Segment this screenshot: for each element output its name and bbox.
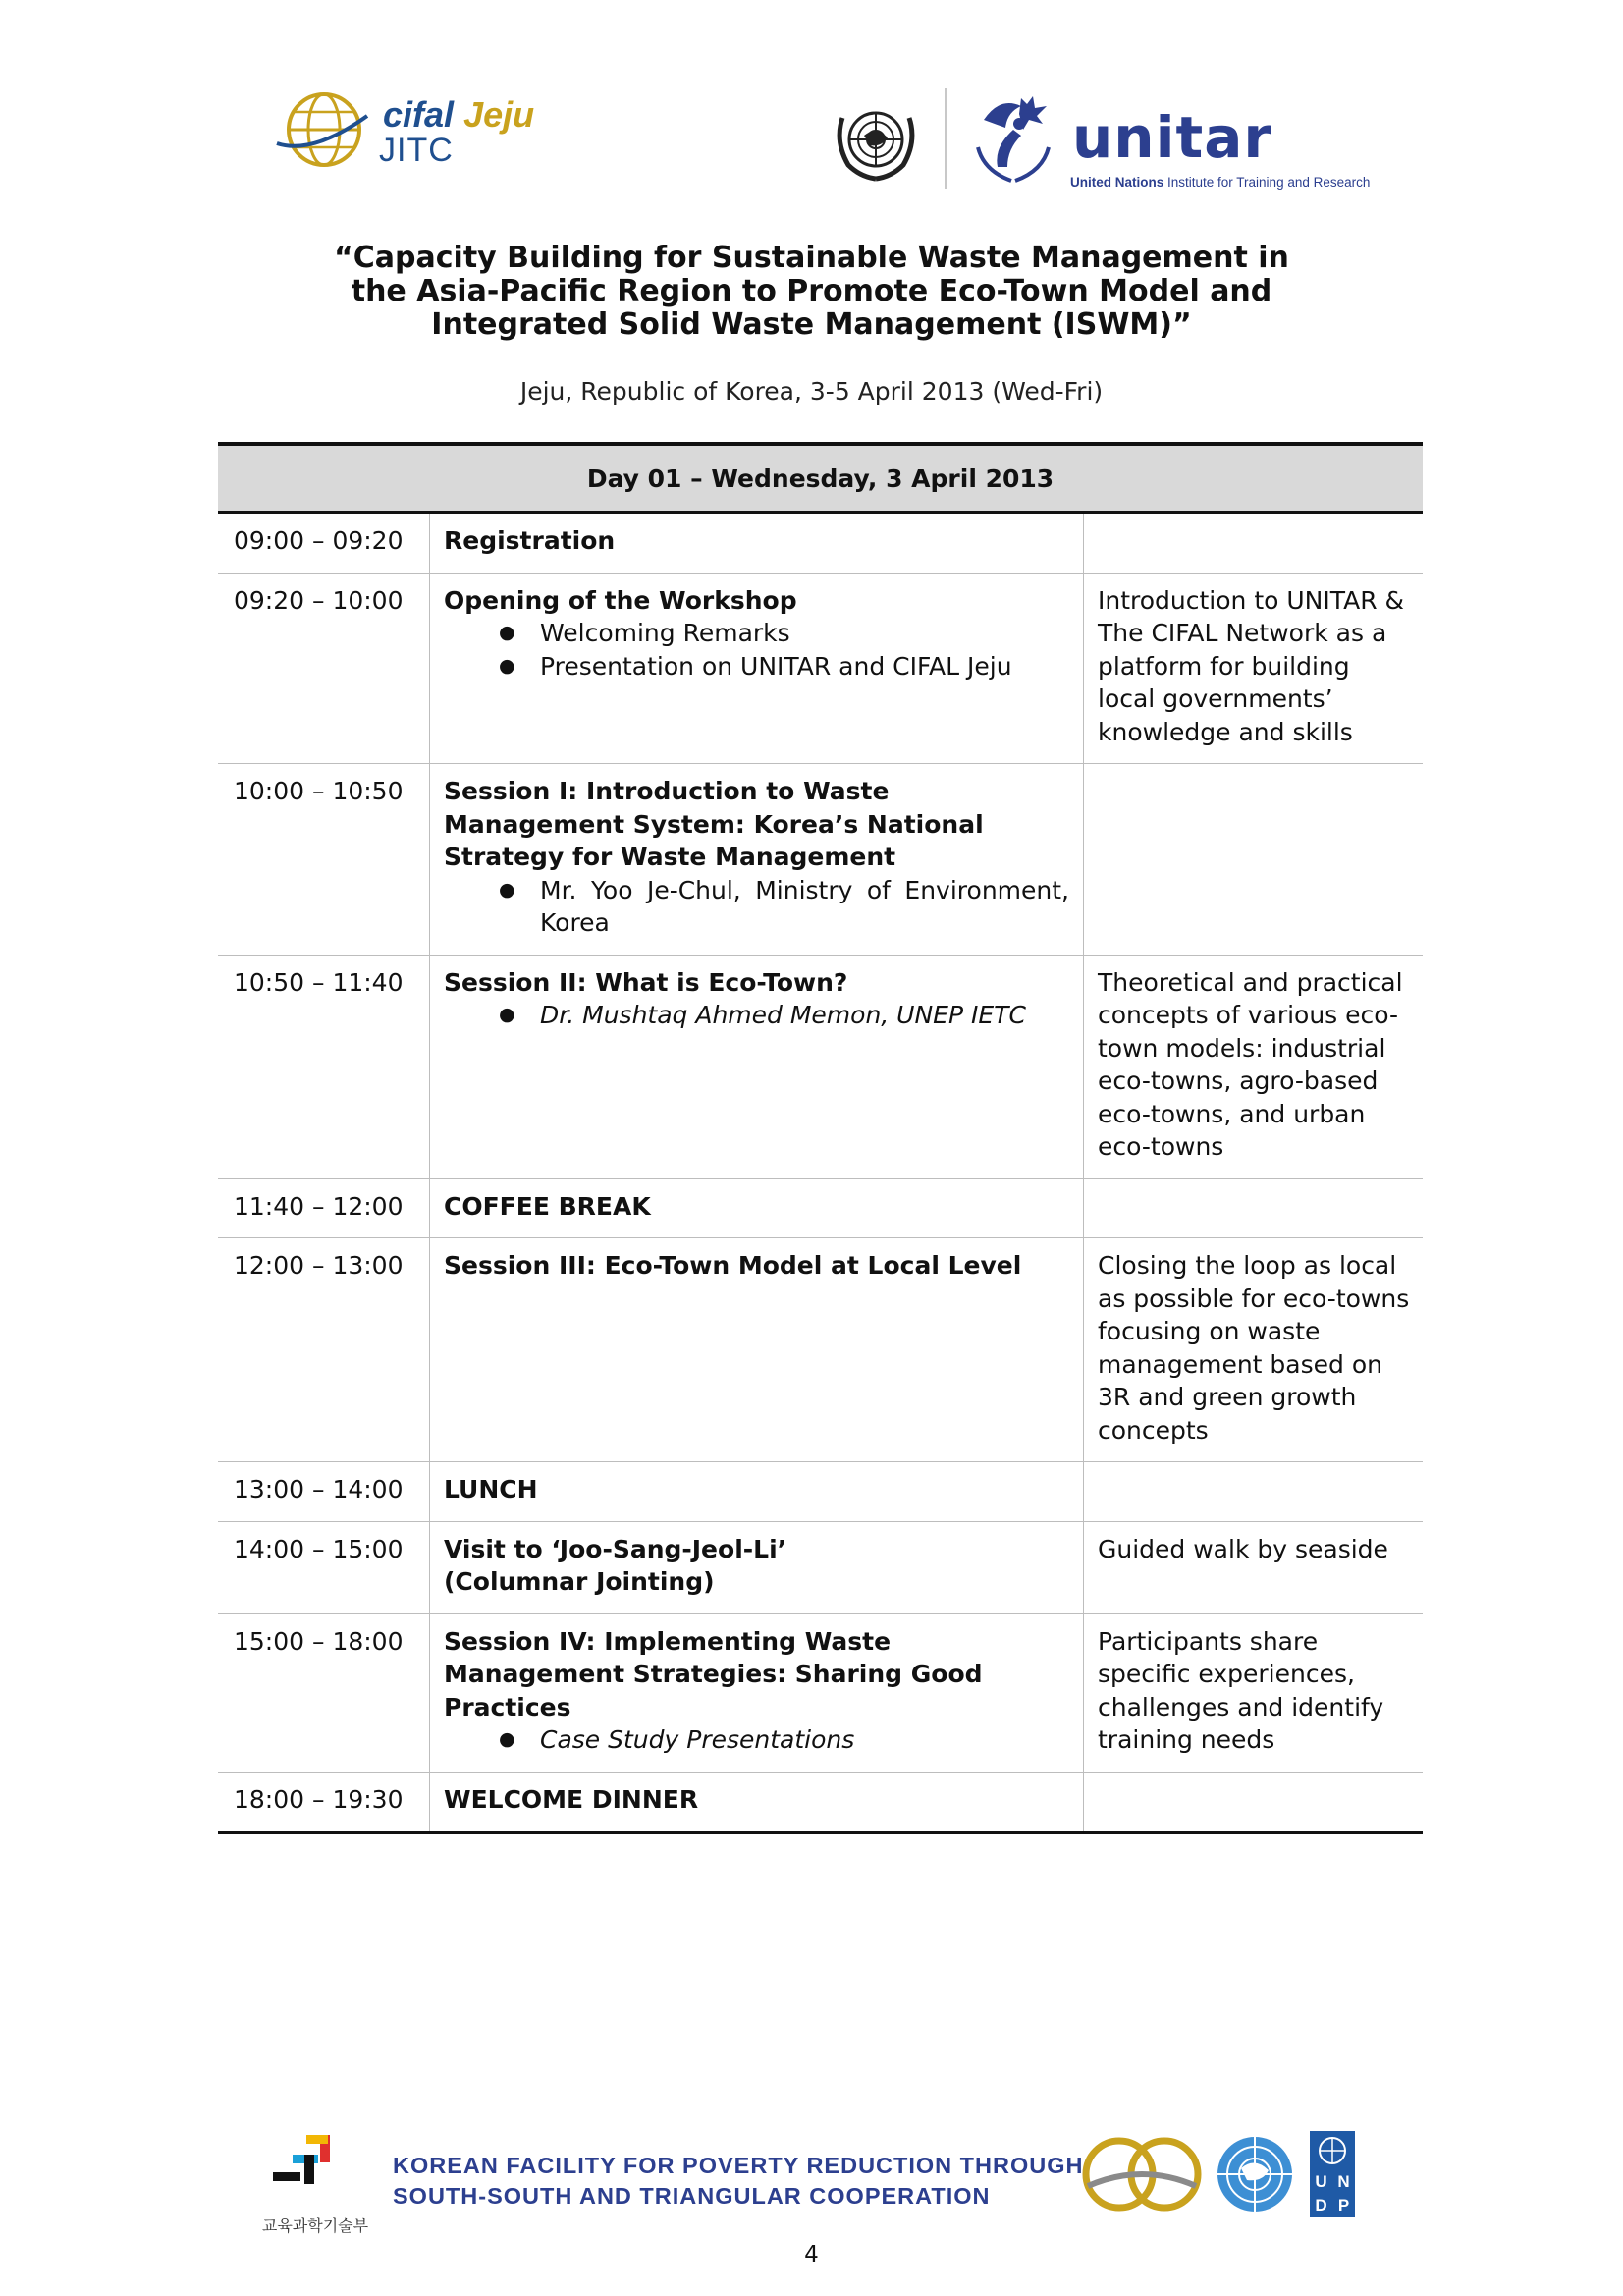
session-title: COFFEE BREAK bbox=[444, 1191, 651, 1221]
time-cell: 09:20 – 10:00 bbox=[218, 574, 430, 764]
unitar-figure-icon bbox=[964, 90, 1062, 189]
page-number: 4 bbox=[804, 2242, 819, 2268]
time-cell: 13:00 – 14:00 bbox=[218, 1462, 430, 1521]
session-title: Session IV: Implementing Waste Management Strategies: Sharing Good Practices bbox=[444, 1626, 983, 1722]
ministry-name: 교육과학기술부 bbox=[261, 2216, 369, 2235]
session-cell bbox=[430, 764, 1084, 955]
session-title: (Columnar Jointing) bbox=[444, 1567, 715, 1596]
note-cell bbox=[1084, 1179, 1423, 1238]
note-cell: Participants share specific experiences, challenges and identify training needs bbox=[1098, 1626, 1384, 1754]
cifal-jeju-logo bbox=[273, 86, 568, 175]
note-cell bbox=[1084, 1773, 1423, 1831]
table-row bbox=[218, 1179, 1423, 1239]
jitc-wordmark: JITC bbox=[379, 132, 454, 169]
list-item: ● Mr. Yoo Je-Chul, Ministry of Environment, Korea bbox=[499, 874, 1069, 940]
session-cell bbox=[430, 1179, 1084, 1238]
undp-emblem-area bbox=[1310, 2131, 1355, 2170]
undp-letter: D bbox=[1315, 2196, 1327, 2214]
note-cell: Guided walk by seaside bbox=[1098, 1534, 1388, 1563]
undp-letter: N bbox=[1337, 2172, 1350, 2191]
session-cell bbox=[430, 1522, 1084, 1613]
bullet-list bbox=[444, 999, 1069, 1032]
table-row bbox=[218, 514, 1423, 574]
title-line: Integrated Solid Waste Management (ISWM)” bbox=[431, 307, 1192, 342]
session-cell bbox=[430, 1238, 1084, 1461]
table-row bbox=[218, 956, 1423, 1179]
time-cell: 15:00 – 18:00 bbox=[218, 1614, 430, 1772]
session-title: Visit to ‘Joo-Sang-Jeol-Li’ bbox=[444, 1534, 787, 1563]
time-cell: 18:00 – 19:30 bbox=[218, 1773, 430, 1831]
cifal-wordmark: cifal Jeju bbox=[383, 94, 535, 135]
title-line: the Asia-Pacific Region to Promote Eco-Town Model and bbox=[351, 274, 1272, 308]
document-title bbox=[295, 242, 1328, 342]
header-divider bbox=[945, 88, 947, 189]
document-subtitle: Jeju, Republic of Korea, 3-5 April 2013 (Wed-Fri) bbox=[519, 377, 1104, 406]
session-title: Session I: Introduction to Waste Management System: Korea’s National Strategy for Waste Management bbox=[444, 777, 984, 871]
list-item: ● Case Study Presentations bbox=[499, 1723, 1069, 1757]
session-title: Registration bbox=[444, 526, 616, 555]
session-title: Session III: Eco-Town Model at Local Level bbox=[444, 1251, 1022, 1280]
bullet-list bbox=[444, 617, 1069, 683]
facility-line: KOREAN FACILITY FOR POVERTY REDUCTION THROUGH bbox=[393, 2153, 1084, 2178]
table-row bbox=[218, 764, 1423, 956]
bullet-list bbox=[444, 874, 1069, 940]
note-cell bbox=[1084, 1462, 1423, 1521]
session-cell bbox=[430, 1773, 1084, 1831]
table-row bbox=[218, 1238, 1423, 1462]
unitar-logo bbox=[964, 86, 1406, 194]
note-cell: Introduction to UNITAR & The CIFAL Network as a platform for building local governments’ knowledge and skills bbox=[1098, 585, 1404, 746]
table-row bbox=[218, 1773, 1423, 1831]
session-cell bbox=[430, 1614, 1084, 1772]
facility-name bbox=[393, 2151, 1083, 2212]
time-cell: 12:00 – 13:00 bbox=[218, 1238, 430, 1461]
session-cell bbox=[430, 514, 1084, 573]
un-globe-icon bbox=[1210, 2133, 1300, 2215]
note-cell: Closing the loop as local as possible for eco-towns focusing on waste management based on 3R and green growth concepts bbox=[1098, 1251, 1410, 1445]
table-row bbox=[218, 574, 1423, 765]
un-emblem-icon bbox=[831, 98, 921, 183]
session-title: Session II: What is Eco-Town? bbox=[444, 967, 848, 997]
cifal-globe-icon bbox=[273, 86, 371, 175]
session-cell bbox=[430, 1462, 1084, 1521]
session-cell bbox=[430, 956, 1084, 1178]
table-row bbox=[218, 1614, 1423, 1773]
title-line: “Capacity Building for Sustainable Waste Management in bbox=[334, 241, 1289, 275]
time-cell: 11:40 – 12:00 bbox=[218, 1179, 430, 1238]
unitar-tagline: United Nations Institute for Training and Research bbox=[1070, 175, 1371, 190]
session-title: WELCOME DINNER bbox=[444, 1784, 699, 1814]
time-cell: 14:00 – 15:00 bbox=[218, 1522, 430, 1613]
list-item: ● Dr. Mushtaq Ahmed Memon, UNEP IETC bbox=[499, 999, 1069, 1032]
agenda-table bbox=[218, 442, 1423, 1834]
session-title: LUNCH bbox=[444, 1475, 538, 1503]
unitar-wordmark: unitar bbox=[1072, 104, 1272, 171]
ministry-logo-icon bbox=[251, 2129, 379, 2210]
note-cell bbox=[1084, 764, 1423, 955]
time-cell: 09:00 – 09:20 bbox=[218, 514, 430, 573]
list-item: ● Welcoming Remarks bbox=[499, 617, 1069, 650]
time-cell: 10:00 – 10:50 bbox=[218, 764, 430, 955]
day-header: Day 01 – Wednesday, 3 April 2013 bbox=[218, 446, 1423, 514]
undp-letter: P bbox=[1337, 2196, 1350, 2214]
note-cell bbox=[1084, 514, 1423, 573]
rings-logo-icon bbox=[1078, 2133, 1206, 2215]
session-title: Opening of the Workshop bbox=[444, 585, 797, 615]
facility-line: SOUTH-SOUTH AND TRIANGULAR COOPERATION bbox=[393, 2183, 991, 2209]
note-cell: Theoretical and practical concepts of various eco-town models: industrial eco-towns, agro-based eco-towns, and urban eco-towns bbox=[1098, 967, 1403, 1161]
time-cell: 10:50 – 11:40 bbox=[218, 956, 430, 1178]
table-row bbox=[218, 1522, 1423, 1614]
ministry-logo bbox=[251, 2129, 379, 2239]
list-item: ● Presentation on UNITAR and CIFAL Jeju bbox=[499, 650, 1069, 683]
bullet-list bbox=[444, 1723, 1069, 1757]
session-cell bbox=[430, 574, 1084, 764]
undp-letter: U bbox=[1315, 2172, 1327, 2191]
undp-logo bbox=[1310, 2131, 1355, 2217]
table-row bbox=[218, 1462, 1423, 1522]
undp-emblem-icon bbox=[1316, 2134, 1349, 2167]
